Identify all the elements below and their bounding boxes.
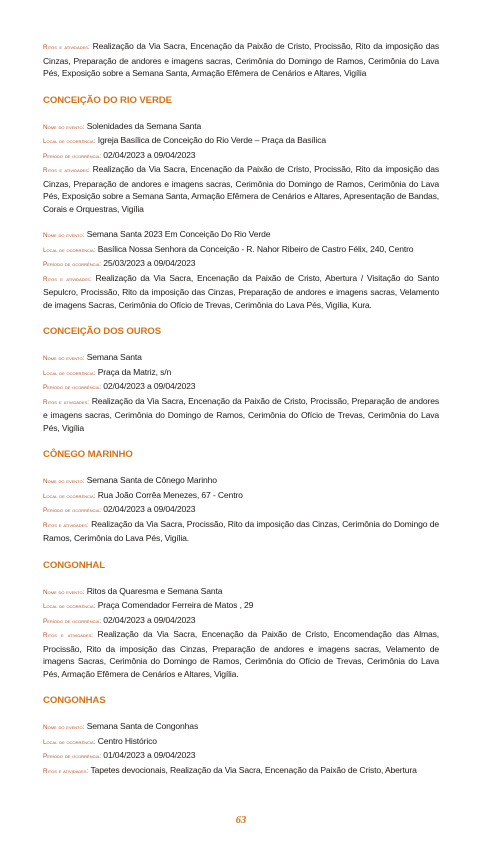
periodo-value: 02/04/2023 a 09/04/2023 xyxy=(103,149,196,160)
local-value: Basílica Nossa Senhora da Conceição - R. Nahor Ribeiro de Castro Félix, 240, Centro xyxy=(97,243,414,254)
ritos-value: Realização da Via Sacra, Encenação da Paixão de Cristo, Procissão, Rito da imposição das Cinzas, Preparação de andores e imagens sacras, Cerimônia do Domingo de Ramos, Cerimônia do Lava Pés, Exposição sobre a Semana Santa, Armação Efêmera de Cenários e Altares, Apresentação de Bandas, Corais e Orquestras, Vigília xyxy=(43,164,440,214)
periodo-line xyxy=(43,149,439,164)
nome-line xyxy=(43,228,439,243)
periodo-label: Período de ocorrência: xyxy=(43,384,102,391)
local-label: Local de ocorrência: xyxy=(43,138,96,145)
nome-value: Ritos da Quaresma e Semana Santa xyxy=(86,585,223,596)
ritos-line xyxy=(43,764,439,779)
nome-line xyxy=(43,351,439,366)
city-heading: CONGONHAL xyxy=(43,559,105,571)
local-line xyxy=(43,134,439,149)
local-line xyxy=(43,366,439,381)
nome-line xyxy=(43,585,439,600)
local-label: Local de ocorrência: xyxy=(43,246,96,254)
nome-value: Semana Santa de Congonhas xyxy=(86,721,199,731)
periodo-value: 01/04/2023 a 09/04/2023 xyxy=(103,750,196,760)
ritos-line xyxy=(43,518,439,545)
periodo-line xyxy=(43,257,439,272)
city-heading: CONCEIÇÃO DOS OUROS xyxy=(43,326,162,337)
ritos-label: Ritos e atividades: xyxy=(43,398,90,406)
nome-label: Nome do evento: xyxy=(43,355,85,362)
ritos-label: Ritos e atividades: xyxy=(43,44,90,51)
ritos-label: Ritos e atividades: xyxy=(43,632,93,639)
nome-value: Semana Santa 2023 Em Conceição Do Rio Verde xyxy=(86,229,271,239)
ritos-label: Ritos e atividades: xyxy=(43,521,89,529)
event-entry xyxy=(43,351,439,434)
city-heading: CONCEIÇÃO DO RIO VERDE xyxy=(43,94,172,106)
ritos-label: Ritos e atividades: xyxy=(43,767,89,775)
ritos-value: Realização da Via Sacra, Encenação da Paixão de Cristo, Procissão, Preparação de andores e imagens sacras, Cerimônia do Domingo de Ramos, Cerimônia do Ofício de Trevas, Cerimônia do Lava Pés, Vigília xyxy=(43,395,439,433)
local-value: Igreja Basílica de Conceição do Rio Verde – Praça da Basílica xyxy=(97,135,326,145)
ritos-value: Realização da Via Sacra, Procissão, Rito da imposição das Cinzas, Cerimônia do Domingo de Ramos, Cerimônia do Lava Pés, Vigília. xyxy=(43,518,439,543)
nome-label: Nome do evento: xyxy=(43,724,85,731)
nome-value: Semana Santa xyxy=(86,352,142,362)
local-value: Praça da Matriz, s/n xyxy=(97,366,172,377)
nome-label: Nome do evento: xyxy=(43,123,85,131)
event-entry xyxy=(43,720,439,778)
event-entry xyxy=(43,40,439,80)
local-value: Centro Histórico xyxy=(97,735,157,746)
local-line xyxy=(43,489,439,504)
event-entry xyxy=(43,228,439,311)
nome-label: Nome do evento: xyxy=(43,478,85,485)
local-line xyxy=(43,243,439,258)
ritos-line xyxy=(43,40,439,80)
ritos-label: Ritos e atividades: xyxy=(43,167,90,174)
city-heading: CÔNEGO MARINHO xyxy=(43,449,133,460)
periodo-value: 02/04/2023 a 09/04/2023 xyxy=(103,504,196,514)
local-label: Local de ocorrência: xyxy=(43,492,96,500)
ritos-label: Ritos e atividades: xyxy=(43,275,92,283)
event-entry xyxy=(43,585,439,681)
periodo-value: 25/03/2023 a 09/04/2023 xyxy=(103,258,196,268)
local-label: Local de ocorrência: xyxy=(43,369,96,377)
ritos-line xyxy=(43,272,439,312)
nome-value: Solenidades da Semana Santa xyxy=(86,120,202,131)
page-content xyxy=(43,40,439,778)
local-value: Rua João Corrêa Menezes, 67 - Centro xyxy=(97,489,243,500)
nome-label: Nome do evento: xyxy=(43,588,85,596)
ritos-value: Realização da Via Sacra, Encenação da Paixão de Cristo, Encomendação das Almas, Procissão, Rito da imposição das Cinzas, Preparação de andores e imagens sacras, Velamento de imagens Sacras, Cerimônia do Domingo de Ramos, Cerimônia do Ofício de Trevas, Cerimônia do Lava Pés, Armação Efêmera de Cenários e Altares, Vigília. xyxy=(43,629,439,679)
city-heading: CONGONHAS xyxy=(43,695,106,706)
ritos-line xyxy=(43,163,439,215)
periodo-line xyxy=(43,749,439,764)
event-entry xyxy=(43,120,439,216)
periodo-label: Período de ocorrência: xyxy=(43,617,102,625)
periodo-label: Período de ocorrência: xyxy=(43,753,102,760)
ritos-line xyxy=(43,395,439,435)
page-number: 63 xyxy=(235,815,247,826)
local-line xyxy=(43,599,439,614)
periodo-line xyxy=(43,380,439,395)
periodo-value: 02/04/2023 a 09/04/2023 xyxy=(103,614,196,625)
ritos-value: Realização da Via Sacra, Encenação da Paixão de Cristo, Abertura / Visitação do Santo Sepulcro, Procissão, Rito da imposição das Cinzas, Preparação de andores e imagens sacras, Velamento de imagens Sacras, Cerimônia do Ofício de Trevas, Cerimônia do Lava Pés, Vigília, Kura. xyxy=(43,272,439,310)
local-value: Praça Comendador Ferreira de Matos , 29 xyxy=(97,600,254,610)
local-label: Local de ocorrência: xyxy=(43,738,96,746)
nome-line xyxy=(43,720,439,735)
ritos-line xyxy=(43,628,439,680)
nome-line xyxy=(43,120,439,135)
periodo-label: Período de ocorrência: xyxy=(43,152,102,160)
periodo-line xyxy=(43,503,439,518)
event-entry xyxy=(43,474,439,545)
ritos-value: Tapetes devocionais, Realização da Via Sacra, Encenação da Paixão de Cristo, Abertura xyxy=(90,764,417,775)
periodo-label: Período de ocorrência: xyxy=(43,261,102,268)
nome-value: Semana Santa de Cônego Marinho xyxy=(86,475,217,485)
nome-line xyxy=(43,474,439,489)
periodo-value: 02/04/2023 a 09/04/2023 xyxy=(103,381,196,391)
ritos-value: Realização da Via Sacra, Encenação da Paixão de Cristo, Procissão, Rito da imposição das Cinzas, Preparação de andores e imagens sacras, Cerimônia do Domingo de Ramos, Cerimônia do Lava Pés, Exposição sobre a Semana Santa, Armação Efêmera de Cenários e Altares, Vigília xyxy=(43,41,440,78)
local-label: Local de ocorrência: xyxy=(43,603,96,610)
periodo-label: Período de ocorrência: xyxy=(43,507,102,514)
local-line xyxy=(43,735,439,750)
periodo-line xyxy=(43,614,439,629)
nome-label: Nome do evento: xyxy=(43,232,85,239)
